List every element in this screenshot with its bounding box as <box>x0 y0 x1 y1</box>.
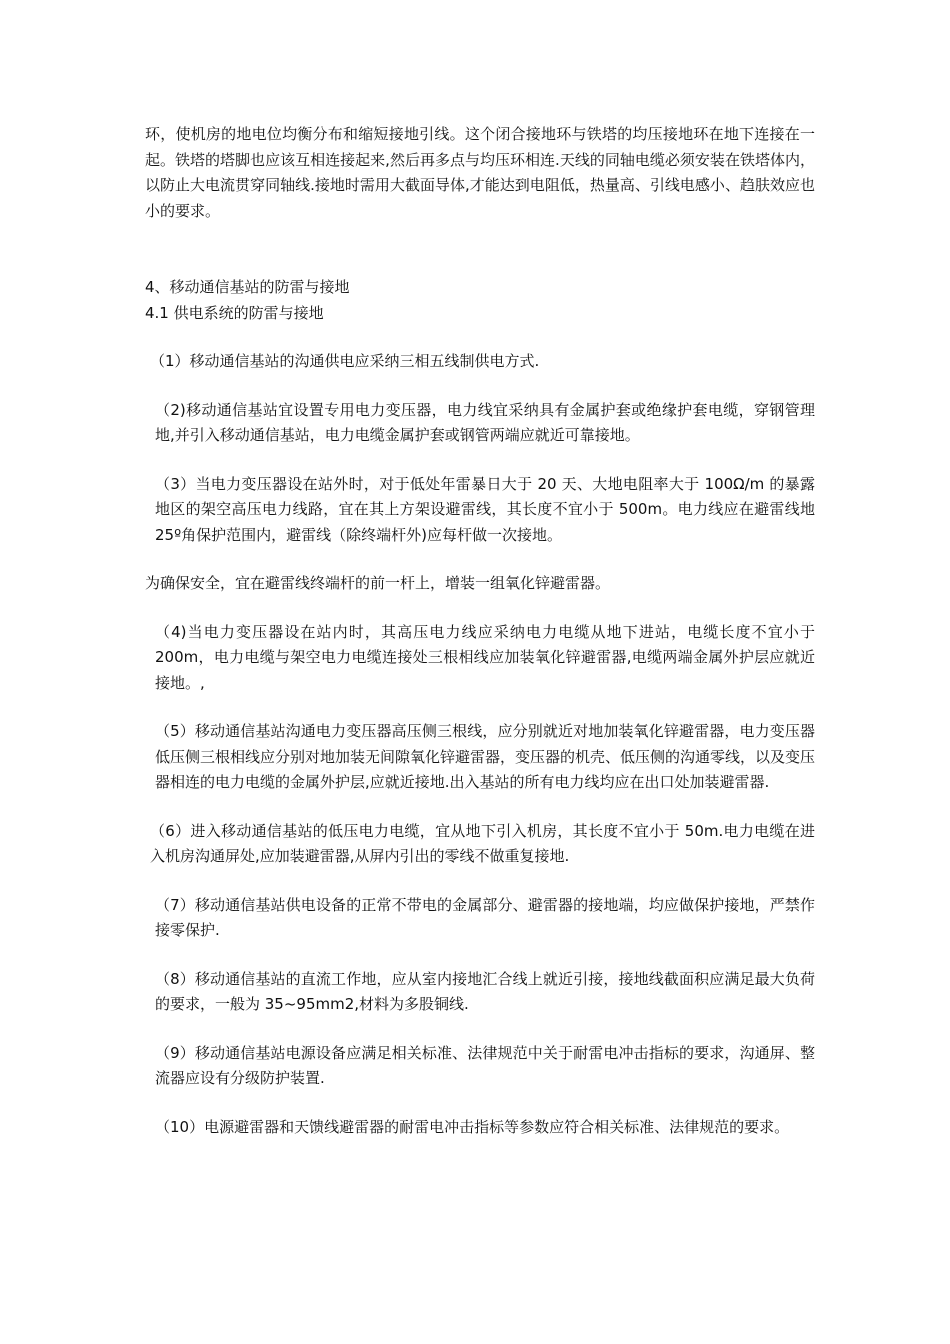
spacer <box>145 870 815 893</box>
spacer <box>145 1092 815 1115</box>
list-item: （7）移动通信基站供电设备的正常不带电的金属部分、避雷器的接地端，均应做保护接地，严禁作接零保护. <box>155 895 815 939</box>
continuation-paragraph: 环，使机房的地电位均衡分布和缩短接地引线。这个闭合接地环与铁塔的均压接地环在地下连接在一起。铁塔的塔脚也应该互相连接起来,然后再多点与均压环相连.天线的同轴电缆必须安装在铁塔体内，以防止大电流贯穿同轴线.接地时需用大截面导体,才能达到电阻低，热量高、引线电感小、趋肤效应也小的要求。 <box>145 125 815 220</box>
list-item: （4)当电力变压器设在站内时，其高压电力线应采纳电力电缆从地下进站，电缆长度不宜小于 200m，电力电缆与架空电力电缆连接处三根相线应加装氧化锌避雷器,电缆两端金属外护层应就近接地。, <box>155 622 815 692</box>
spacer <box>145 796 815 819</box>
spacer <box>145 1018 815 1041</box>
spacer <box>145 944 815 967</box>
spacer <box>145 326 815 349</box>
spacer <box>145 449 815 472</box>
list-item: （3）当电力变压器设在站外时，对于低处年雷暴日大于 20 天、大地电阻率大于 100Ω/m 的暴露地区的架空高压电力线路，宜在其上方架设避雷线，其长度不宜小于 500m。电力线应在避雷线地 25º角保护范围内，避雷线（除终端杆外)应每杆做一次接地。 <box>155 474 815 544</box>
list-item: （5）移动通信基站沟通电力变压器高压侧三根线，应分别就近对地加装氧化锌避雷器，电力变压器低压侧三根相线应分别对地加装无间隙氧化锌避雷器，变压器的机壳、低压侧的沟通零线，以及变压器相连的电力电缆的金属外护层,应就近接地.出入基站的所有电力线均应在出口处加装避雷器. <box>155 722 816 791</box>
spacer <box>145 224 815 275</box>
list-item: （9）移动通信基站电源设备应满足相关标准、法律规范中关于耐雷电冲击指标的要求，沟通屏、整流器应设有分级防护装置. <box>155 1043 815 1087</box>
subsection-heading: 4.1 供电系统的防雷与接地 <box>145 303 324 322</box>
list-item: （10）电源避雷器和天馈线避雷器的耐雷电冲击指标等参数应符合相关标准、法律规范的要求。 <box>155 1117 790 1136</box>
list-item: （1）移动通信基站的沟通供电应采纳三相五线制供电方式. <box>150 352 540 370</box>
list-item: （6）进入移动通信基站的低压电力电缆，宜从地下引入机房，其长度不宜小于 50m.电力电缆在进入机房沟通屏处,应加装避雷器,从屏内引出的零线不做重复接地. <box>150 821 815 865</box>
section-heading: 4、移动通信基站的防雷与接地 <box>145 278 350 296</box>
list-item: （2)移动通信基站宜设置专用电力变压器，电力线宜采纳具有金属护套或绝缘护套电缆，穿钢管理地,并引入移动通信基站，电力电缆金属护套或钢管两端应就近可靠接地。 <box>155 400 815 444</box>
list-item: （8）移动通信基站的直流工作地，应从室内接地汇合线上就近引接，接地线截面积应满足最大负荷的要求，一般为 35~95mm2,材料为多股铜线. <box>155 969 815 1013</box>
spacer <box>145 375 815 398</box>
spacer <box>145 696 815 719</box>
spacer <box>145 597 815 620</box>
document-body <box>145 122 815 1140</box>
spacer <box>145 548 815 571</box>
list-item: 为确保安全，宜在避雷线终端杆的前一杆上，增装一组氧化锌避雷器。 <box>145 574 611 592</box>
